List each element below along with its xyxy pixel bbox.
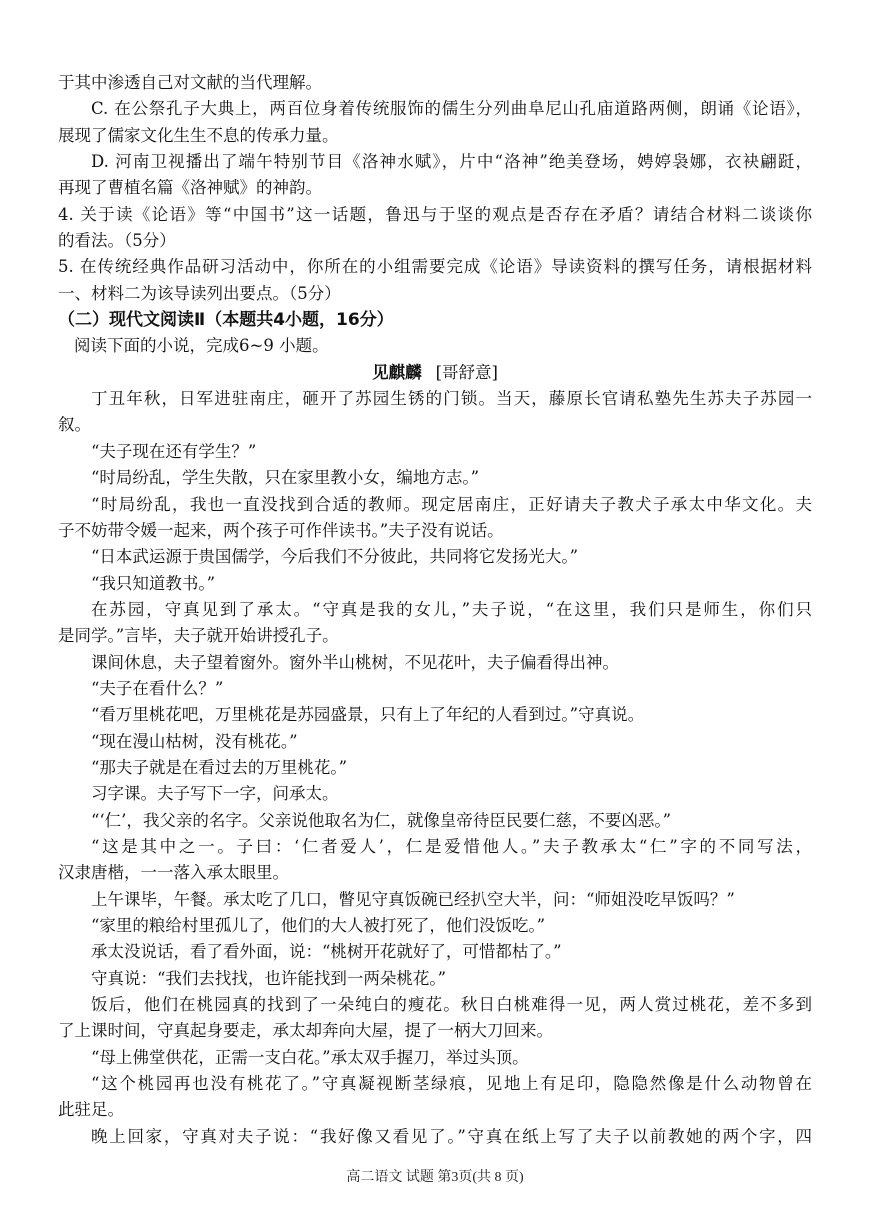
- story-dialogue: “母上佛堂供花，正需一支白花。”承太双手握刀，举过头顶。: [91, 1047, 529, 1067]
- text-line: 的看法。（5分）: [58, 231, 176, 250]
- page-footer: 高二语文 试题 第3页(共 8 页): [346, 1170, 524, 1185]
- story-paragraph: 晚上回家，守真对夫子说：“我好像又看见了。”守真在纸上写了夫子以前教她的两个字，四: [91, 1126, 812, 1146]
- story-paragraph: 丁丑年秋，日军进驻南庄，砸开了苏园生锈的门锁。当天，藤原长官请私塾先生苏夫子苏园一: [91, 389, 812, 409]
- story-dialogue: “这是其中之一。子曰：‘仁者爱人’，仁是爱惜他人。”夫子教承太“仁”字的不同写法，: [91, 836, 812, 856]
- story-title-text: 见麒麟: [372, 362, 422, 382]
- option-c: C. 在公祭孔子大典上，两百位身着传统服饰的儒生分列曲阜尼山孔庙道路两侧，朗诵《论语》，: [91, 99, 812, 119]
- story-line: 子不妨带令媛一起来，两个孩子可作伴读书。”夫子没有说话。: [58, 520, 504, 540]
- story-dialogue: “看万里桃花吧，万里桃花是苏园盛景，只有上了年纪的人看到过。”守真说。: [91, 705, 645, 725]
- option-d: D. 河南卫视播出了端午特别节目《洛神水赋》，片中“洛神”绝美登场，娉婷袅娜，衣袂翩跹，: [91, 152, 812, 171]
- story-dialogue: “时局纷乱，学生失散，只在家里教小女，编地方志。”: [91, 468, 480, 488]
- story-dialogue: “现在漫山枯树，没有桃花。”: [91, 731, 298, 751]
- story-dialogue: “‘仁’，我父亲的名字。父亲说他取名为仁，就像皇帝待臣民要仁慈，不要凶恶。”: [91, 810, 672, 830]
- question-5: 5. 在传统经典作品研习活动中，你所在的小组需要完成《论语》导读资料的撰写任务，请根据材料: [58, 257, 812, 277]
- story-paragraph: 课间休息，夫子望着窗外。窗外半山桃树，不见花叶，夫子偏看得出神。: [91, 652, 619, 672]
- text-line: 于其中渗透自己对文献的当代理解。: [58, 73, 322, 92]
- story-line: 汉隶唐楷，一一落入承太眼里。: [58, 863, 289, 883]
- story-dialogue: “夫子在看什么？”: [91, 678, 224, 698]
- story-line: 此驻足。: [58, 1100, 124, 1120]
- section-heading: （二）现代文阅读Ⅱ（本题共4小题，16分）: [58, 310, 394, 331]
- story-dialogue: “那夫子就是在看过去的万里桃花。”: [91, 757, 348, 777]
- story-dialogue: “家里的粮给村里孤儿了，他们的大人被打死了，他们没饭吃。”: [91, 915, 546, 935]
- text-line: 再现了曹植名篇《洛神赋》的神韵。: [58, 178, 322, 198]
- reading-instruction: 阅读下面的小说，完成6~9 小题。: [74, 336, 329, 356]
- story-paragraph: 守真说：“我们去找找，也许能找到一两朵桃花。”: [91, 968, 447, 988]
- text-line: 一、材料二为该导读列出要点。（5分）: [58, 283, 341, 303]
- story-dialogue: “夫子现在还有学生？”: [91, 441, 257, 461]
- story-dialogue: “这个桃园再也没有桃花了。”守真凝视断茎绿痕，见地上有足印，隐隐然像是什么动物曾在: [91, 1074, 812, 1093]
- story-author: [哥舒意]: [435, 362, 498, 382]
- story-title: [0, 360, 870, 386]
- story-paragraph: 习字课。夫子写下一字，问承太。: [91, 784, 339, 804]
- story-paragraph: 在苏园，守真见到了承太。“守真是我的女儿，”夫子说，“在这里，我们只是师生，你们只: [91, 599, 812, 619]
- story-dialogue: “日本武运源于贵国儒学，今后我们不分彼此，共同将它发扬光大。”: [91, 547, 579, 567]
- story-line: 叙。: [58, 415, 91, 435]
- story-dialogue: “时局纷乱，我也一直没找到合适的教师。现定居南庄，正好请夫子教犬子承太中华文化。夫: [91, 494, 812, 514]
- story-paragraph: 饭后，他们在桃园真的找到了一朵纯白的瘦花。秋日白桃难得一见，两人赏过桃花，差不多到: [91, 995, 812, 1014]
- story-dialogue: “我只知道教书。”: [91, 573, 216, 593]
- question-4: 4. 关于读《论语》等“中国书”这一话题，鲁迅与于坚的观点是否存在矛盾？请结合材料二谈谈你: [58, 204, 812, 224]
- story-line: 是同学。”言毕，夫子就开始讲授孔子。: [58, 626, 339, 646]
- text-line: 展现了儒家文化生生不息的传承力量。: [58, 125, 339, 145]
- story-paragraph: 承太没说话，看了看外面，说：“桃树开花就好了，可惜都枯了。”: [91, 942, 562, 962]
- story-paragraph: 上午课毕，午餐。承太吃了几口，瞥见守真饭碗已经扒空大半，问：“师姐没吃早饭吗？”: [91, 889, 735, 909]
- story-line: 了上课时间，守真起身要走，承太却奔向大屋，提了一柄大刀回来。: [58, 1021, 553, 1041]
